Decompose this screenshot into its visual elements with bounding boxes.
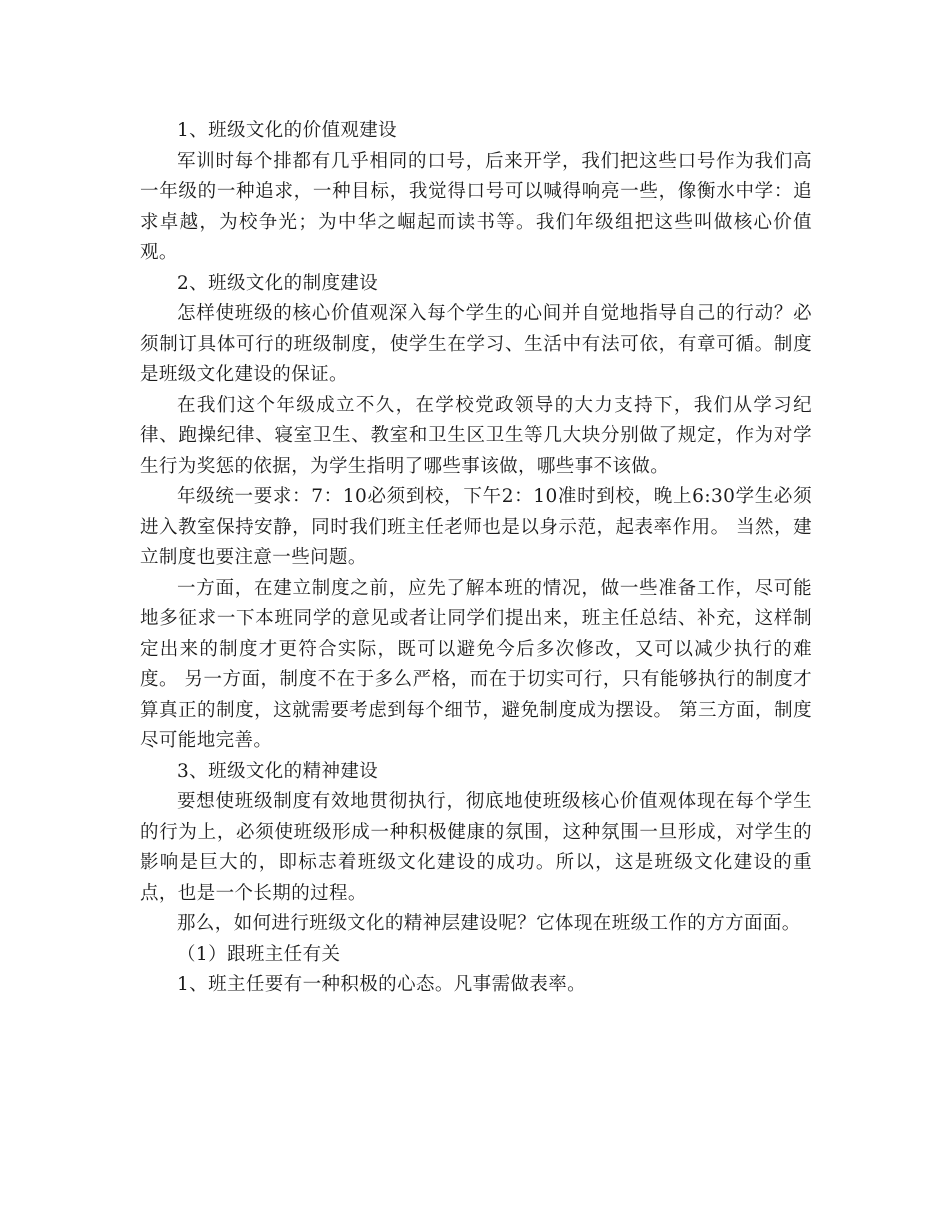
document-body (140, 116, 812, 1001)
section-heading-spirit: 3、班级文化的精神建设 (177, 760, 379, 782)
paragraph-attitude: 1、班主任要有一种积极的心态。凡事需做表率。 (177, 974, 587, 995)
paragraph-question: 那么，如何进行班级文化的精神层建设呢？它体现在班级工作的方方面面。 (177, 913, 801, 934)
paragraph-slogans: 军训时每个排都有几乎相同的口号，后来开学，我们把这些口号作为我们高一年级的一种追求，一种目标，我觉得口号可以喊得响亮一些，像衡水中学：追求卓越，为校争光；为中华之崛起而读书等。我们年级组把这些叫做核心价值观。 (140, 150, 812, 263)
paragraph-considerations: 一方面，在建立制度之前，应先了解本班的情况，做一些准备工作，尽可能地多征求一下本班同学的意见或者让同学们提出来，班主任总结、补充，这样制定出来的制度才更符合实际，既可以避免今后多次修改，又可以减少执行的难度。 另一方面，制度不在于多么严格，而在于切实可行，只有能够执行的制度才算真正的制度，这就需要考虑到每个细节，避免制度成为摆设。 第三方面，制度尽可能地完善。 (140, 577, 812, 751)
paragraph-system-purpose: 怎样使班级的核心价值观深入每个学生的心间并自觉地指导自己的行动？必须制订具体可行的班级制度，使学生在学习、生活中有法可依，有章可循。制度是班级文化建设的保证。 (140, 303, 812, 385)
paragraph-atmosphere: 要想使班级制度有效地贯彻执行，彻底地使班级核心价值观体现在每个学生的行为上，必须使班级形成一种积极健康的氛围，这种氛围一旦形成，对学生的影响是巨大的，即标志着班级文化建设的成功。所以，这是班级文化建设的重点，也是一个长期的过程。 (140, 791, 812, 904)
subsection-heading-teacher: （1）跟班主任有关 (177, 943, 341, 965)
section-heading-system: 2、班级文化的制度建设 (177, 272, 379, 294)
paragraph-regulations: 在我们这个年级成立不久，在学校党政领导的大力支持下，我们从学习纪律、跑操纪律、寝室卫生、教室和卫生区卫生等几大块分别做了规定，作为对学生行为奖惩的依据，为学生指明了哪些事该做，哪些事不该做。 (140, 394, 812, 477)
paragraph-schedule: 年级统一要求：7：10必须到校，下午2：10准时到校，晚上6:30学生必须进入教室保持安静，同时我们班主任老师也是以身示范，起表率作用。 当然，建立制度也要注意一些问题。 (140, 486, 812, 568)
section-heading-values: 1、班级文化的价值观建设 (177, 120, 398, 141)
